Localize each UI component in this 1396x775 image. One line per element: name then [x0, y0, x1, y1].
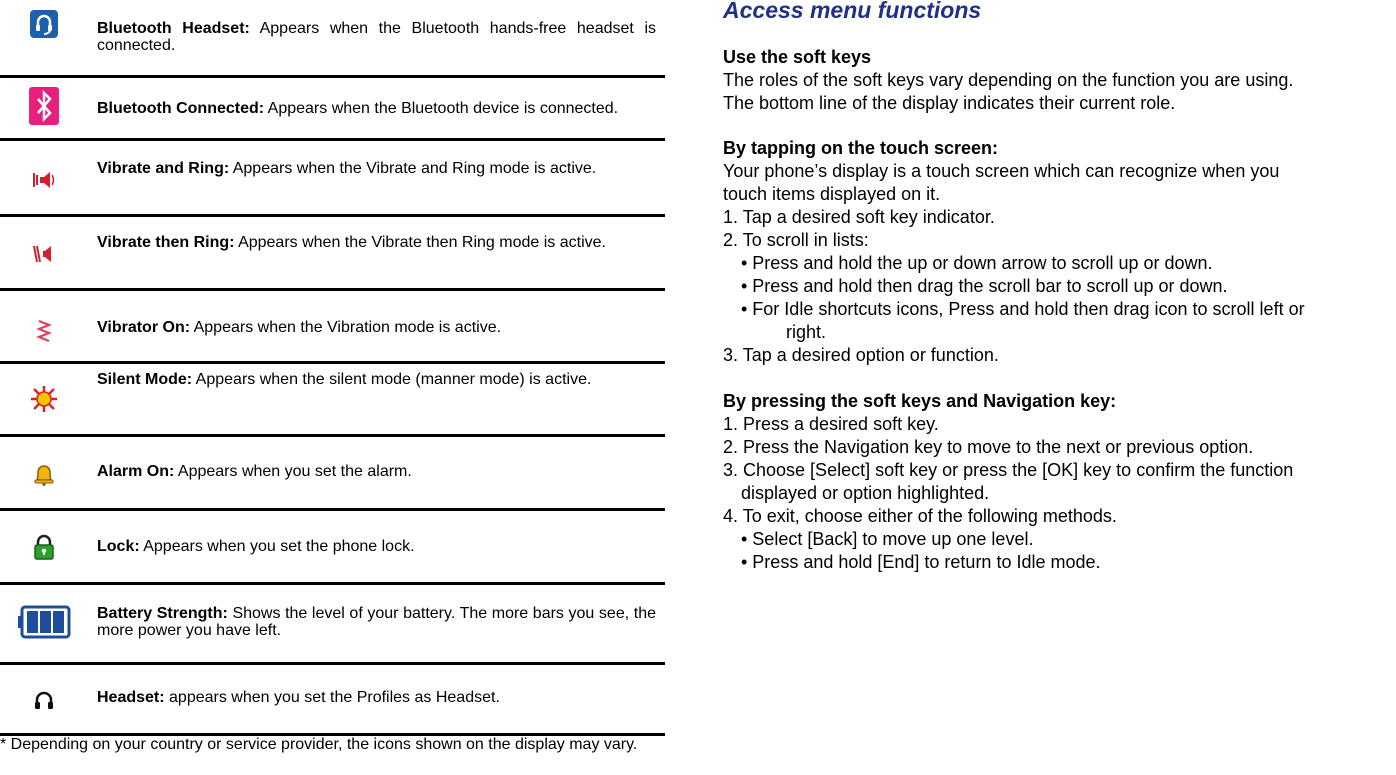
paragraph-line: The bottom line of the display indicates their current role. [723, 93, 1176, 113]
vibrate-and-ring-icon [0, 169, 88, 191]
bullet-item: • Press and hold the up or down arrow to scroll up or down. [741, 253, 1213, 273]
headset-icon [0, 690, 88, 710]
list-item [0, 217, 665, 291]
term-description: Appears when you set the phone lock. [139, 538, 415, 555]
list-step: 2. Press the Navigation key to move to the next or previous option. [723, 437, 1254, 457]
list-item single [0, 291, 665, 364]
term-description: Appears when the Vibrate and Ring mode is active. [229, 160, 597, 177]
soft-keys-navigation-block [723, 390, 1293, 574]
battery-strength-icon [0, 605, 88, 639]
alarm-on-icon [0, 462, 88, 486]
term-description: Appears when the Vibration mode is active. [190, 319, 502, 336]
list-item [0, 0, 665, 78]
subheading: By pressing the soft keys and Navigation key: [723, 391, 1117, 411]
term-description: Appears when the silent mode (manner mode) is active. [192, 371, 592, 388]
term-label: Vibrate and Ring: [97, 160, 230, 177]
list-step: 3. Tap a desired option or function. [723, 345, 999, 365]
touch-screen-block [723, 137, 1305, 367]
list-step: 1. Press a desired soft key. [723, 414, 939, 434]
list-item [0, 437, 665, 511]
term-description: Shows the level of your battery. The more bars you see, the more power you have left. [97, 605, 657, 639]
list-step-continuation: displayed or option highlighted. [741, 483, 990, 503]
term-label: Lock: [97, 538, 140, 555]
footnote: * Depending on your country or service provider, the icons shown on the display may vary. [0, 736, 638, 753]
bullet-item: • Press and hold then drag the scroll bar to scroll up or down. [741, 276, 1228, 296]
term-label: Battery Strength: [97, 605, 228, 622]
vibrate-then-ring-icon [0, 243, 88, 265]
term-description: appears when you set the Profiles as Headset. [164, 689, 500, 706]
term-label: Vibrator On: [97, 319, 191, 336]
term-label: Vibrate then Ring: [97, 234, 235, 251]
list-item [0, 665, 665, 736]
soft-keys-block [723, 46, 1293, 115]
bluetooth-headset-icon [0, 9, 88, 39]
list-item [0, 585, 665, 665]
bluetooth-connected-icon [0, 86, 88, 126]
bullet-item: • For Idle shortcuts icons, Press and hold then drag icon to scroll left or [741, 299, 1305, 319]
term-label: Headset: [97, 689, 165, 706]
vibrator-on-icon [0, 320, 88, 342]
paragraph-line: The roles of the soft keys vary depending on the function you are using. [723, 70, 1294, 90]
paragraph-line: touch items displayed on it. [723, 184, 941, 204]
bullet-item: • Press and hold [End] to return to Idle mode. [741, 552, 1101, 572]
list-item [0, 364, 665, 437]
term-label: Bluetooth Connected: [97, 100, 265, 117]
list-step: 4. To exit, choose either of the following methods. [723, 506, 1117, 526]
term-label: Silent Mode: [97, 371, 193, 388]
icon-description-list [0, 0, 665, 736]
term-description: Appears when the Vibrate then Ring mode is active. [234, 234, 606, 251]
term-description: Appears when the Bluetooth hands-free headset is connected. [97, 20, 657, 54]
subheading: By tapping on the touch screen: [723, 138, 999, 158]
list-step: 3. Choose [Select] soft key or press the [OK] key to confirm the function [723, 460, 1294, 480]
list-item [0, 141, 665, 217]
term-label: Bluetooth Headset: [97, 20, 250, 37]
section-title: Access menu functions [723, 0, 982, 23]
term-description: Appears when you set the alarm. [174, 463, 412, 480]
term-description: Appears when the Bluetooth device is connected. [264, 100, 619, 117]
list-step: 1. Tap a desired soft key indicator. [723, 207, 995, 227]
lock-icon [0, 534, 88, 560]
bullet-item: • Select [Back] to move up one level. [741, 529, 1034, 549]
list-item [0, 78, 665, 141]
term-label: Alarm On: [97, 463, 175, 480]
list-step: 2. To scroll in lists: [723, 230, 869, 250]
silent-mode-icon [0, 385, 88, 413]
subheading: Use the soft keys [723, 47, 872, 67]
list-item [0, 511, 665, 585]
paragraph-line: Your phone’s display is a touch screen which can recognize when you [723, 161, 1280, 181]
bullet-continuation: right. [786, 322, 827, 342]
